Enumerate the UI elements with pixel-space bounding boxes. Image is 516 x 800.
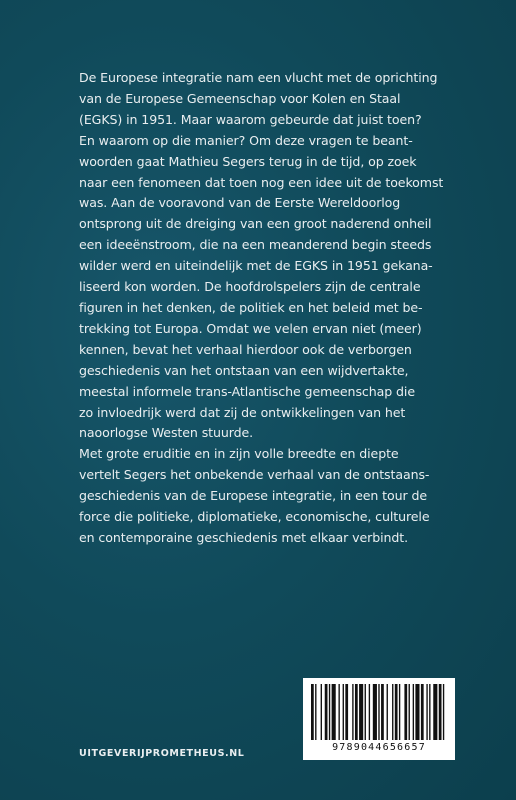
blurb-line: woorden gaat Mathieu Segers terug in de tijd, op zoek [79,153,417,169]
blurb-line: force die politieke, diplomatieke, economische, culturele [79,509,430,525]
blurb-line: ontsprong uit de dreiging van een groot naderend onheil [79,216,432,232]
barcode-bar [343,684,344,740]
barcode-bar [345,684,348,740]
isbn-barcode [303,678,455,760]
blurb-line: En waarom op die manier? Om deze vragen te beant- [79,132,413,148]
blurb-line: meestal informele trans-Atlantische gemeenschap die [79,383,415,399]
barcode-bar [439,684,442,740]
blurb-line: naoorlogse Westen stuurde. [79,425,254,441]
blurb-line: zo invloedrijk werd dat zij de ontwikkelingen van het [79,404,406,420]
barcode-bar [378,684,379,740]
barcode-bar [426,684,427,740]
blurb-line: vertelt Segers het onbekende verhaal van de ontstaans- [79,467,430,483]
barcode-bar [352,684,353,740]
blurb-line: was. Aan de vooravond van de Eerste Wereldoorlog [79,195,401,211]
barcode-bar [409,684,410,740]
barcode-icon [311,684,447,740]
barcode-bar [413,684,414,740]
barcode-bar [369,684,370,740]
barcode-bar [415,684,419,740]
barcode-bar [429,684,430,740]
barcode-bar [359,684,363,740]
blurb-line: en contemporaine geschiedenis met elkaar verbindt. [79,529,409,545]
blurb-line: trekking tot Europa. Omdat we velen ervan niet (meer) [79,320,422,336]
barcode-bar [315,684,316,740]
blurb-line: een ideeënstroom, die na een meanderend begin steeds [79,237,432,253]
barcode-bar [387,684,388,740]
barcode-bar [365,684,366,740]
blurb-text [79,68,459,549]
barcode-bar [381,684,384,740]
blurb-line: De Europese integratie nam een vlucht met de oprichting [79,70,438,85]
barcode-bar [399,684,400,740]
barcode-bar [329,684,330,740]
barcode-bar [338,684,339,740]
blurb-line: naar een fenomeen dat toen nog een idee uit de toekomst [79,174,444,190]
blurb-line: van de Europese Gemeenschap voor Kolen en Staal [79,90,401,106]
isbn-digits: 9789044656657 [332,742,426,753]
barcode-bar [325,684,328,740]
barcode-bar [392,684,393,740]
blurb-line: liseerd kon worden. De hoofdrolspelers zijn de centrale [79,279,421,295]
barcode-bar [395,684,398,740]
blurb-line: wilder werd en uiteindelijk met de EGKS in 1951 gekana- [79,258,433,274]
barcode-bar [433,684,437,740]
barcode-bar [332,684,336,740]
publisher-url: UITGEVERIJPROMETHEUS.NL [79,748,245,759]
blurb-line: geschiedenis van de Europese integratie, in een tour de [79,488,428,504]
barcode-bar [443,684,444,740]
barcode-bar [321,684,322,740]
barcode-bar [311,684,314,740]
barcode-bar [355,684,358,740]
blurb-line: geschiedenis van het ontstaan van een wijdvertakte, [79,362,409,378]
blurb-line: (EGKS) in 1951. Maar waarom gebeurde dat juist toen? [79,111,422,127]
blurb-line: kennen, bevat het verhaal hierdoor ook de verborgen [79,341,412,357]
blurb-line: figuren in het denken, de politiek en het beleid met be- [79,299,423,315]
blurb-line: Met grote eruditie en in zijn volle breedte en diepte [79,446,399,462]
barcode-bar [404,684,407,740]
barcode-bar [421,684,424,740]
barcode-bar [373,684,377,740]
